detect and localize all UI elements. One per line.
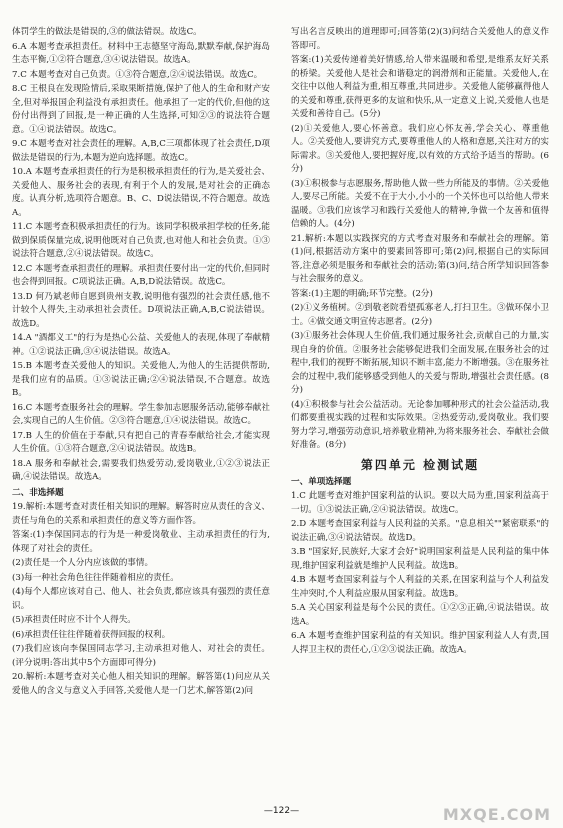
- answer-paragraph: 6.A 本题考查承担责任。材料中王志德坚守海岛,默默奉献,保护海岛生态平衡,①②符合题意,③④说法错误。故选A。: [12, 41, 270, 65]
- left-column: [12, 26, 270, 788]
- section-heading: 一、单项选择题: [291, 476, 352, 487]
- unit-heading: 第四单元 检测试题: [360, 457, 480, 472]
- answer-paragraph: 20.解析:本题考查对关心他人相关知识的理解。解答第(1)问应从关爱他人的含义与意义入手回答,关爱他人是一门艺术,解答第(2)问: [12, 672, 270, 696]
- answer-paragraph: 9.C 本题考查对社会责任的理解。A,B,C三项都体现了社会责任,D项做法是错误的行为,本题为逆向选择题。故选C。: [12, 139, 270, 163]
- answer-paragraph: 5.A 关心国家利益是每个公民的责任。①②③正确,④说法错误。故选A。: [291, 603, 549, 627]
- answer-paragraph: 10.A 本题考查承担责任的行为是积极承担责任的行为,是关爱社会、关爱他人、服务社会的表现,有利于个人的发展,是对社会的正确态度。认真分析,选项符合题意。B、C、D说法错误,不符合题意。故选A。: [12, 167, 270, 218]
- answer-paragraph: 4.B 本题考查国家利益与个人利益的关系,在国家利益与个人利益发生冲突时,个人利益应服从国家利益。故选B。: [291, 575, 549, 599]
- page-number: —122—: [263, 806, 300, 816]
- answer-paragraph: (4)①积极参与社会公益活动。无论参加哪种形式的社会公益活动,我们都要重视实践的过程和实际效果。②热爱劳动,爱岗敬业。我们要努力学习,增强劳动意识,培养敬业精神,为将来服务社会、奉献社会做好准备。(8分): [291, 399, 549, 450]
- answer-paragraph: (5)承担责任时应不计个人得失。: [12, 615, 136, 625]
- watermark-logo: MXQE.COM: [442, 805, 551, 824]
- answer-paragraph: 16.C 本题考查服务社会的理解。学生参加志愿服务活动,能够奉献社会,实现自己的人生价值。②③符合题意,①④说法错误。故选C。: [12, 402, 270, 426]
- answer-paragraph: 15.B 本题考查关爱他人的知识。关爱他人,为他人的生活提供帮助,是我们应有的品质。①③说法正确;②④说法错误,不合题意。故选B。: [12, 361, 270, 398]
- answer-paragraph: 体罚学生的做法是错误的,③的做法错误。故选C。: [12, 27, 202, 37]
- answer-paragraph: (6)承担责任往往伴随着获得回报的权利。: [12, 629, 171, 640]
- answer-paragraph: 8.C 王根良在发现险情后,采取果断措施,保护了他人的生命和财产安全,但对举报国企利益没有承担责任。他承担了一定的代价,但他的这份付出得到了回报,是一种正确的人生选择,可知②③的说法符合题意。①④说法错误。故选C。: [12, 84, 270, 135]
- answer-paragraph: 答案:(1)李保国同志的行为是一种爱岗敬业、主动承担责任的行为,体现了对社会的责任。: [12, 530, 270, 554]
- answer-paragraph: 18.A 服务和奉献社会,需要我们热爱劳动,爱岗敬业,①②③说法正确,④说法错误。故选A。: [12, 458, 270, 482]
- answer-paragraph: 答案:(1)关爱传递着美好情感,给人带来温暖和希望,是维系友好关系的桥梁。关爱他人是社会和谐稳定的润滑剂和正能量。关爱他人,在交往中以他人利益为重,相互尊重,共同进步。关爱他人能够赢得他人的关爱和尊重,获得更多的友谊和快乐,从一定意义上说,关爱他人也是关爱和善待自己。(5分): [291, 55, 549, 119]
- answer-paragraph: 21.解析:本题以实践探究的方式考查对服务和奉献社会的理解。第(1)问,根据活动方案中的要素回答即可;第(2)问,根据自己的实际回答,注意必须是服务和奉献社会的活动;第(3)问,结合所学知识回答参与社会服务的意义。: [291, 233, 549, 284]
- answer-paragraph: 11.C 本题考查积极承担责任的行为。该同学积极承担学校的任务,能做到保质保量完成,说明他既对自己负责,也对他人和社会负责。①③说法符合题意,②④说法错误。故选C。: [12, 222, 270, 259]
- answer-paragraph: 3.B "国家好,民族好,大家才会好"说明国家利益是人民利益的集中体现,维护国家利益就是维护人民利益。故选B。: [291, 547, 549, 571]
- answer-paragraph: 12.C 本题考查承担责任的理解。承担责任要付出一定的代价,但同时也会得到回报。C项说法正确。A,B,D说法错误。故选C。: [12, 263, 270, 287]
- answer-paragraph: 17.B 人生的价值在于奉献,只有把自己的青春奉献给社会,才能实现人生价值。①③符合题意,②④说法错误。故选B。: [12, 430, 270, 454]
- answer-paragraph: 写出名言反映出的道理即可;回答第(2)(3)问结合关爱他人的意义作答即可。: [291, 27, 549, 51]
- answer-paragraph: (2)①义务植树。②到敬老院看望孤寡老人,打扫卫生。③做环保小卫士。④做交通文明宣传志愿者。(2分): [291, 303, 549, 327]
- answer-paragraph: 6.A 本题考查维护国家利益的有关知识。维护国家利益人人有责,国人捍卫主权的责任心,①②③说法正确。故选A。: [291, 631, 549, 655]
- answer-paragraph: 2.D 本题考查国家利益与人民利益的关系。"息息相关""紧密联系"的说法正确,③④说法错误。故选D。: [291, 519, 549, 543]
- answer-paragraph: (4)每个人都应该对自己、他人、社会负责,都应该具有强烈的责任意识。: [12, 587, 270, 611]
- answer-paragraph: (3)每一种社会角色往往伴随着相应的责任。: [12, 572, 179, 583]
- answer-paragraph: 14.A "酒都义工"的行为是热心公益、关爱他人的表现,体现了奉献精神。①②说法正确,③④说法错误。故选A。: [12, 333, 270, 357]
- answer-paragraph: (2)①关爱他人,要心怀善意。我们应心怀友善,学会关心、尊重他人。②关爱他人,要讲究方式,要尊重他人的人格和意愿,关注对方的实际需求。③关爱他人,要把握好度,以有效的方式给予适当的帮助。(6分): [291, 123, 549, 174]
- answer-paragraph: (7)我们应该向李保国同志学习,主动承担对他人、对社会的责任。(评分说明:答出其中5个方面即可得分): [12, 644, 270, 668]
- answer-paragraph: (2)责任是一个人分内应该做的事情。: [12, 558, 154, 568]
- answer-paragraph: 答案:(1)主题的明确;环节完整。(2分): [291, 288, 433, 299]
- answer-paragraph: (3)①积极参与志愿服务,帮助他人做一些力所能及的事情。②关爱他人,要尽己所能。关爱不在于大小,小小的一个关怀也可以给他人带来温暖。③我们应该学习和践行关爱他人的精神,争做一个友善和值得信赖的人。(4分): [291, 178, 549, 229]
- answer-paragraph: 7.C 本题考查对自己负责。①③符合题意,②④说法错误。故选C。: [12, 69, 263, 80]
- right-column: [291, 26, 549, 788]
- section-heading: 二、非选择题: [12, 487, 64, 498]
- answer-paragraph: 13.D 何乃斌老师自愿到贵州支教,说明他有强烈的社会责任感,他不计较个人得失,主动承担社会责任。D项说法正确,A,B,C说法错误。故选D。: [12, 291, 270, 329]
- answer-paragraph: 19.解析:本题考查对责任相关知识的理解。解答时应从责任的含义、责任与角色的关系和承担责任的意义等方面作答。: [12, 502, 270, 526]
- answer-paragraph: (3)①服务社会体现人生价值,我们通过服务社会,贡献自己的力量,实现自身的价值。②服务社会能够促进我们全面发展,在服务社会的过程中,我们的视野不断拓展,知识不断丰富,能力不断增强。③在服务社会的过程中,我们能够感受到他人的关爱与帮助,增强社会责任感。(8分): [291, 331, 549, 395]
- answer-paragraph: 1.C 此题考查对维护国家利益的认识。要以大局为重,国家利益高于一切。①③说法正确,②④说法错误。故选C。: [291, 491, 549, 515]
